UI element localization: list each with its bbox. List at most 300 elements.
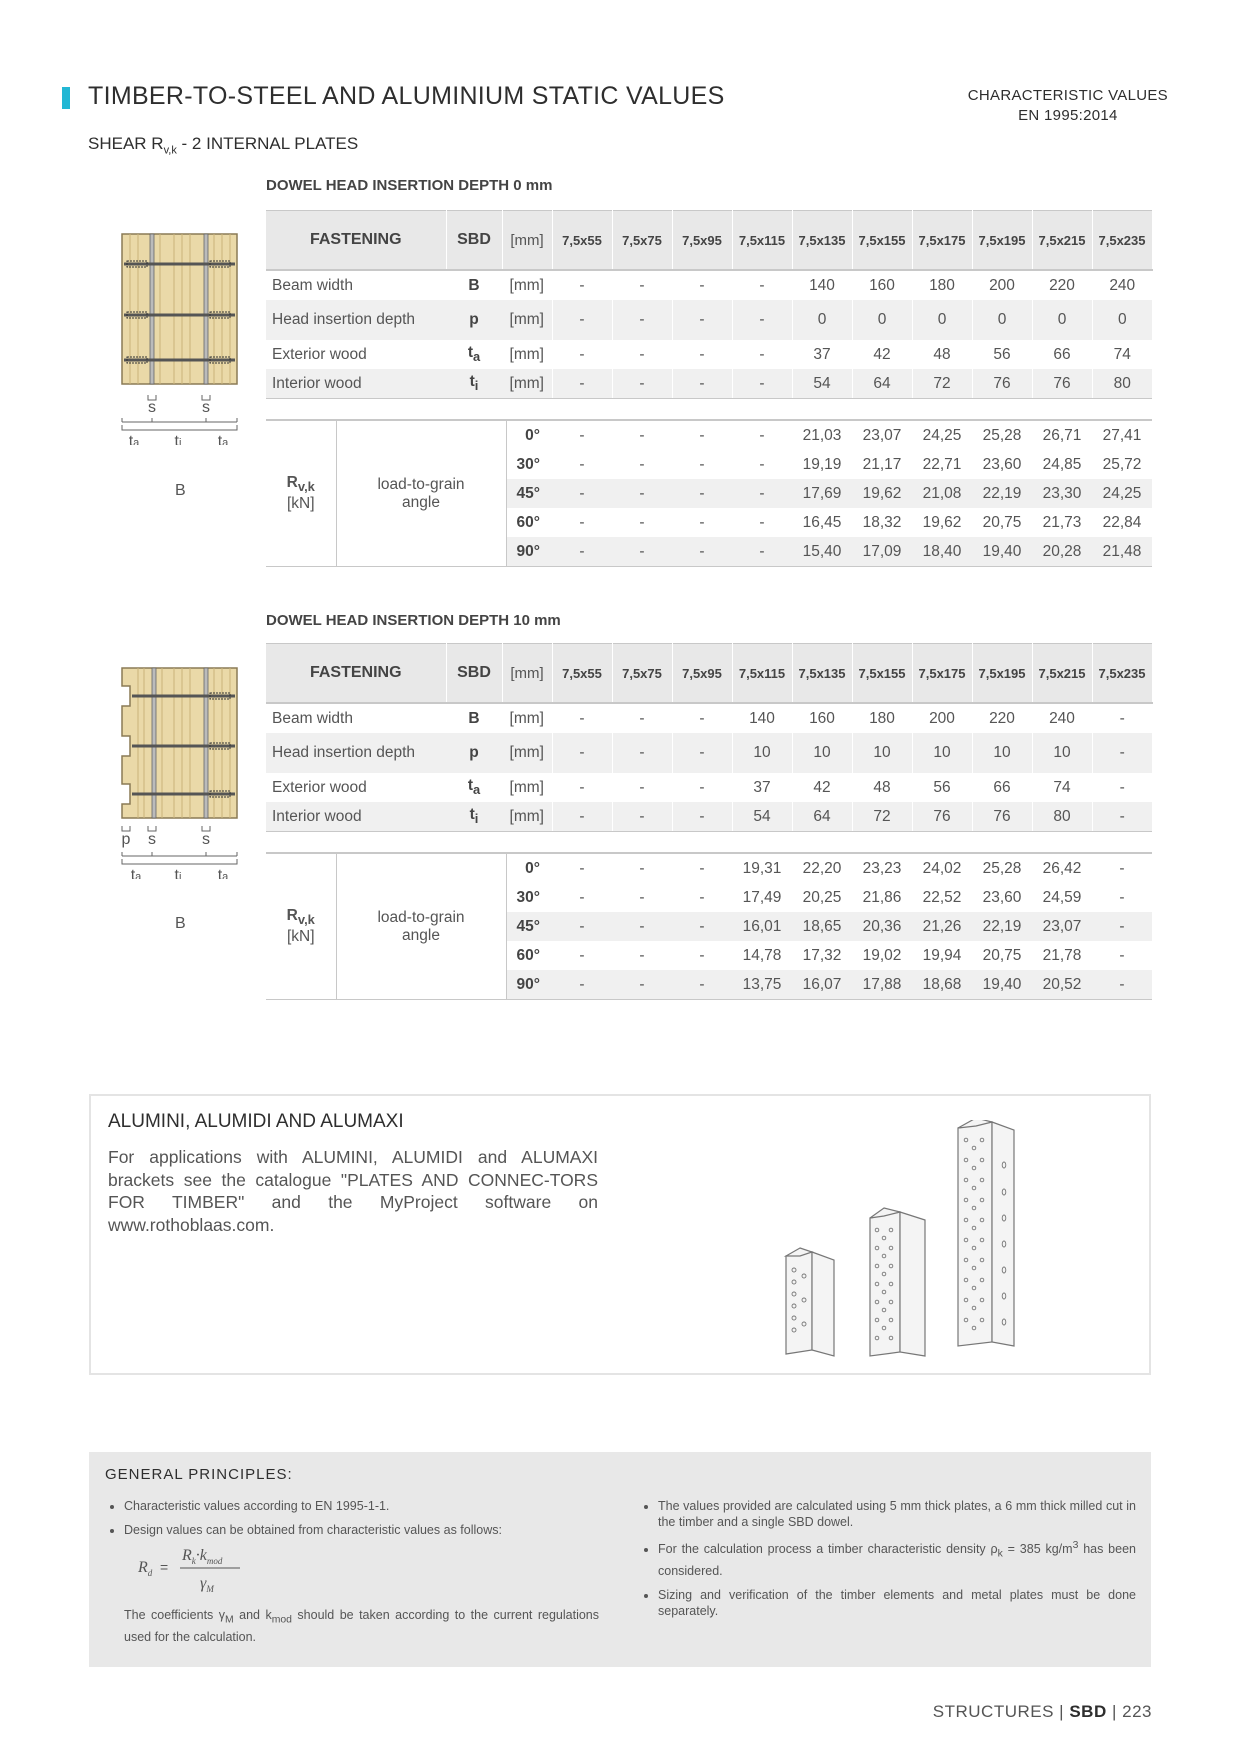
row-symbol: B [468,276,480,294]
table-cell: 13,75 [732,970,792,1000]
subtitle-suffix: - 2 INTERNAL PLATES [176,134,359,153]
sbd-header: SBD [446,211,502,271]
table-cell: 140 [792,270,852,300]
table-cell: - [672,912,732,941]
table-cell: 0 [1092,300,1152,340]
table-cell: 10 [852,733,912,773]
results-table-depth-10 [266,852,1152,1000]
table-cell: - [612,733,672,773]
ta-label: ta [217,433,229,445]
table-cell: 42 [792,773,852,802]
angle-label: 30° [516,888,540,906]
table-cell: 76 [1032,369,1092,399]
row-unit: [mm] [509,709,544,727]
table-cell: 23,07 [1032,912,1092,941]
table-cell: 22,84 [1102,513,1142,531]
table-cell: 16,01 [732,912,792,941]
fastening-header: FASTENING [266,211,446,271]
row-label: Interior wood [266,802,446,832]
table-cell: 66 [1032,340,1092,369]
table-cell: - [1092,733,1152,773]
unit-header: [mm] [502,211,552,271]
title-accent-bar [62,87,70,109]
table-cell: - [699,455,705,473]
formula-equals: = [160,1559,169,1575]
table-cell: 19,94 [922,946,962,964]
table-cell: - [612,912,672,941]
table-cell: - [732,479,792,508]
angle-label: 30° [516,455,540,473]
table-cell: 19,19 [802,455,842,473]
table-cell: 25,28 [972,420,1032,450]
sbd-header: SBD [446,644,502,704]
size-header: 7,5x135 [792,644,852,704]
spacing-s-label: s [148,399,156,416]
table-cell: 76 [912,802,972,832]
principles-list [106,1498,602,1538]
row-unit: [mm] [509,778,544,796]
characteristic-values-label [968,86,1168,126]
list-item: • Sizing and verification of the timber elements and metal plates must be done separately. [658,1587,1136,1619]
table-cell: - [612,703,672,733]
page-subtitle [88,134,358,156]
table-cell: 18,68 [912,970,972,1000]
table-cell: - [1092,853,1152,883]
ta-label: ta [128,433,140,445]
table-cell: 20,52 [1032,970,1092,1000]
table-cell: 19,31 [732,853,792,883]
table-cell: - [552,970,612,1000]
table-cell: - [612,300,672,340]
row-symbol: p [446,300,502,340]
table-cell: - [552,912,612,941]
table-cell: 20,36 [852,912,912,941]
alumidi-bracket-icon [870,1208,925,1356]
table-cell: - [732,369,792,399]
table-cell: - [612,420,672,450]
table-cell: 10 [1032,733,1092,773]
table-cell: - [699,888,705,906]
table-cell: - [732,300,792,340]
table-cell: - [672,340,732,369]
table-cell: 240 [1092,270,1152,300]
table-cell: 25,72 [1102,455,1142,473]
table-cell: 0 [972,300,1032,340]
table-cell: 27,41 [1092,420,1152,450]
table-cell: 22,52 [922,888,962,906]
formula-denominator: $\gamma_M$ [200,1575,214,1594]
table-cell: 37 [732,773,792,802]
table-cell: 66 [972,773,1032,802]
formula-numerator: $R_k\cdot k_{mod}$ [182,1547,223,1566]
table-cell: - [612,537,672,567]
beam-width-B-label: B [175,482,186,499]
table-cell: 24,02 [912,853,972,883]
table-cell: 24,85 [1042,455,1082,473]
table-cell: - [759,455,765,473]
table-cell: 76 [972,802,1032,832]
table-cell: - [732,270,792,300]
table-cell: 22,19 [972,912,1032,941]
size-header: 7,5x155 [852,211,912,271]
table-cell: 240 [1032,703,1092,733]
row-label: Beam width [272,709,353,727]
table-cell: 10 [732,733,792,773]
table-cell: - [732,537,792,567]
table-cell: - [552,773,612,802]
table-cell: 23,60 [982,888,1022,906]
table-cell: 48 [852,773,912,802]
table-cell: - [612,802,672,832]
rvk-label: $R_{v,k}$ [kN] [266,853,336,1000]
table-cell: 220 [1032,270,1092,300]
row-unit: [mm] [509,345,544,363]
table-cell: 21,08 [912,479,972,508]
table-cell: - [552,479,612,508]
table-cell: - [732,340,792,369]
table-cell: - [612,853,672,883]
ti-label: ti [174,867,182,879]
size-header: 7,5x155 [852,644,912,704]
table-cell: - [579,888,585,906]
table-cell: - [672,733,732,773]
row-unit: [mm] [502,802,552,832]
table-cell: - [1092,773,1152,802]
row-label: Head insertion depth [266,733,446,773]
table-cell: 21,03 [792,420,852,450]
ta-label: ta [217,867,229,879]
table-cell: - [672,802,732,832]
table-cell: 64 [792,802,852,832]
table-cell: 80 [1092,369,1152,399]
table-cell: 22,20 [792,853,852,883]
table-cell: 21,73 [1042,513,1082,531]
formula-rd: $R_d$ [138,1559,153,1578]
table-cell: - [612,970,672,1000]
table-cell: - [552,853,612,883]
size-header: 7,5x75 [612,211,672,271]
table-cell: 74 [1032,773,1092,802]
table-cell: - [672,369,732,399]
table-cell: 80 [1032,802,1092,832]
table-cell: 17,32 [802,946,842,964]
table-cell: 23,30 [1032,479,1092,508]
table-cell: 180 [912,270,972,300]
insertion-p-label: p [121,831,131,848]
footer-separator: | [1059,1702,1065,1721]
angle-label: 45° [506,912,552,941]
size-header: 7,5x215 [1032,644,1092,704]
table-cell: - [579,513,585,531]
table-cell: 200 [972,270,1032,300]
table-cell: 21,86 [862,888,902,906]
table-cell: - [1119,946,1125,964]
alumini-title: ALUMINI, ALUMIDI AND ALUMAXI [108,1111,404,1132]
table-cell: 54 [792,369,852,399]
table-cell: 24,25 [1092,479,1152,508]
table-cell: - [552,733,612,773]
table-cell: 17,69 [792,479,852,508]
row-symbol: $t_i$ [446,802,502,832]
row-unit: [mm] [502,733,552,773]
char-line-1: CHARACTERISTIC VALUES [967,87,1168,104]
angle-label: 60° [516,946,540,964]
table-cell: - [732,420,792,450]
ta-label: ta [130,867,142,879]
table-cell: 23,60 [982,455,1022,473]
table-cell: 17,88 [852,970,912,1000]
table-row-exterior-wood [266,340,1152,369]
principles-list [640,1498,1136,1619]
size-header: 7,5x115 [732,644,792,704]
table-cell: 23,07 [852,420,912,450]
table-cell: 15,40 [792,537,852,567]
table-cell: 19,62 [852,479,912,508]
table-cell: 0 [792,300,852,340]
footer-product: SBD [1069,1702,1107,1721]
table-cell: - [759,513,765,531]
table-cell: 16,07 [792,970,852,1000]
table-cell: - [552,802,612,832]
list-item-density: • For the calculation process a timber characteristic density $\rho_k = 385$ $kg/m^3$ has been considered. [658,1538,1136,1579]
spacing-s-label: s [148,831,156,848]
row-label: Exterior wood [272,345,367,363]
table-cell: 160 [792,703,852,733]
table-cell: 16,45 [802,513,842,531]
alumini-description: For applications with ALUMINI, ALUMIDI and ALUMAXI brackets see the catalogue "PLATES AND CONNEC-TORS FOR TIMBER" and the MyProject software on www.rothoblaas.com. [108,1147,598,1235]
row-symbol: $t_a$ [467,344,481,365]
table-cell: - [672,300,732,340]
size-header: 7,5x195 [972,211,1032,271]
size-header: 7,5x215 [1032,211,1092,271]
row-symbol: p [446,733,502,773]
row-unit: [mm] [502,369,552,399]
load-angle-label: load-to-grain angle [336,420,506,567]
size-header: 7,5x115 [732,211,792,271]
list-item: • Characteristic values according to EN 1995-1-1. [124,1498,602,1514]
table-cell: - [612,479,672,508]
size-header: 7,5x135 [792,211,852,271]
table-cell: - [1092,970,1152,1000]
row-symbol: $t_i$ [446,369,502,399]
table-cell: - [552,369,612,399]
table-cell: 26,42 [1032,853,1092,883]
table-cell: - [552,340,612,369]
table-cell: - [639,513,645,531]
table-cell: - [1092,912,1152,941]
design-formula [130,1540,260,1600]
table-cell: 180 [852,703,912,733]
table-cell: 24,59 [1042,888,1082,906]
size-header: 7,5x55 [552,644,612,704]
page-footer [933,1702,1152,1722]
size-header: 7,5x95 [672,211,732,271]
table-header-row [266,211,1152,271]
row-label: Exterior wood [272,778,367,796]
size-header: 7,5x55 [552,211,612,271]
joint-diagram-depth-0 [118,230,243,445]
table-cell: - [552,420,612,450]
table-row-exterior-wood [266,773,1152,802]
table-cell: 64 [852,369,912,399]
spacing-s-label: s [202,831,210,848]
table-row [266,420,1152,450]
table-cell: 18,32 [862,513,902,531]
table-cell: 76 [972,369,1032,399]
table-cell: - [672,853,732,883]
table-row [266,853,1152,883]
size-header: 7,5x235 [1092,211,1152,271]
table-cell: 74 [1092,340,1152,369]
table-cell: 0 [852,300,912,340]
table-cell: 10 [972,733,1032,773]
timber-block [122,668,237,818]
table-cell: - [552,537,612,567]
table-cell: 0 [1032,300,1092,340]
page-title: TIMBER-TO-STEEL AND ALUMINIUM STATIC VALUES [88,82,725,110]
table-cell: 20,75 [982,946,1022,964]
alumaxi-bracket-icon [958,1120,1014,1346]
table-cell: - [1092,802,1152,832]
size-header: 7,5x235 [1092,644,1152,704]
subtitle-prefix: SHEAR R [88,134,164,153]
table-cell: 25,28 [972,853,1032,883]
row-symbol: $t_a$ [467,777,481,798]
table-cell: 10 [912,733,972,773]
table-cell: - [672,270,732,300]
table-cell: 48 [912,340,972,369]
results-table-depth-0 [266,419,1152,567]
table-cell: 0 [912,300,972,340]
section-heading-depth-0: DOWEL HEAD INSERTION DEPTH 0 mm [266,177,553,194]
table-cell: - [672,479,732,508]
angle-label: 90° [506,970,552,1000]
ti-label: ti [174,433,182,445]
table-row-head-insertion [266,733,1152,773]
table-cell: 19,40 [972,537,1032,567]
table-row-interior-wood [266,369,1152,399]
table-cell: 21,48 [1092,537,1152,567]
table-cell: 19,40 [972,970,1032,1000]
section-heading-depth-10: DOWEL HEAD INSERTION DEPTH 10 mm [266,612,561,629]
char-line-2: EN 1995:2014 [1018,107,1118,124]
table-cell: 20,75 [982,513,1022,531]
angle-label: 90° [506,537,552,567]
table-header-row [266,644,1152,704]
table-cell: 140 [732,703,792,733]
size-header: 7,5x195 [972,644,1032,704]
joint-diagram-depth-10 [118,664,243,879]
page-number: 223 [1122,1702,1152,1721]
table-cell: - [579,455,585,473]
table-cell: 20,28 [1032,537,1092,567]
load-angle-label: load-to-grain angle [336,853,506,1000]
aluminium-brackets-illustration [780,1120,1040,1360]
table-cell: - [672,773,732,802]
general-principles-title: GENERAL PRINCIPLES: [105,1466,293,1483]
table-cell: 220 [972,703,1032,733]
table-cell: 22,71 [922,455,962,473]
row-label: Head insertion depth [266,300,446,340]
angle-label: 0° [506,420,552,450]
table-cell: - [552,270,612,300]
table-cell: 26,71 [1032,420,1092,450]
beam-width-B-label: B [175,915,186,932]
table-cell: 21,78 [1042,946,1082,964]
list-item: • Design values can be obtained from characteristic values as follows: [124,1522,602,1538]
coefficients-note: The coefficients $\gamma_M$ and $k_{mod}$ should be taken according to the current regulations used for the calculation. [124,1608,599,1644]
rvk-label: $R_{v,k}$ [kN] [266,420,336,567]
table-cell: - [672,970,732,1000]
table-cell: 37 [792,340,852,369]
unit-header: [mm] [502,644,552,704]
table-row-beam-width [266,703,1152,733]
table-cell: - [699,513,705,531]
table-cell: 54 [732,802,792,832]
table-cell: - [672,703,732,733]
size-header: 7,5x95 [672,644,732,704]
table-cell: 20,25 [802,888,842,906]
angle-label: 0° [506,853,552,883]
timber-block [122,234,237,384]
table-cell: 19,62 [922,513,962,531]
table-cell: - [672,537,732,567]
table-cell: 18,65 [792,912,852,941]
table-cell: 10 [792,733,852,773]
alumini-bracket-icon [786,1248,834,1356]
angle-label: 45° [506,479,552,508]
table-cell: 24,25 [912,420,972,450]
table-cell: 17,49 [742,888,782,906]
table-cell: - [552,703,612,733]
row-unit: [mm] [502,300,552,340]
table-cell: - [612,340,672,369]
geometry-table-depth-10 [266,643,1153,832]
size-header: 7,5x75 [612,644,672,704]
table-cell: - [639,888,645,906]
table-cell: - [672,420,732,450]
angle-label: 60° [516,513,540,531]
table-cell: - [699,946,705,964]
table-cell: 42 [852,340,912,369]
table-cell: - [612,270,672,300]
table-cell: - [612,369,672,399]
general-principles-right [640,1498,1136,1627]
row-label: Beam width [272,276,353,294]
table-cell: 22,19 [972,479,1032,508]
subtitle-sub: v,k [163,144,177,157]
table-cell: 14,78 [742,946,782,964]
table-row-head-insertion [266,300,1152,340]
table-cell: - [579,946,585,964]
size-header: 7,5x175 [912,644,972,704]
table-cell: 56 [972,340,1032,369]
spacing-s-label: s [202,399,210,416]
table-cell: 56 [912,773,972,802]
table-cell: - [639,946,645,964]
table-row-interior-wood [266,802,1152,832]
table-cell: - [552,300,612,340]
list-item: • The values provided are calculated using 5 mm thick plates, a 6 mm thick milled cut in the timber and a single SBD dowel. [658,1498,1136,1530]
table-cell: 200 [912,703,972,733]
general-principles-left [106,1498,602,1546]
row-symbol: B [468,709,480,727]
table-cell: 23,23 [852,853,912,883]
table-cell: 18,40 [912,537,972,567]
table-cell: 72 [912,369,972,399]
table-cell: 21,17 [862,455,902,473]
table-cell: 17,09 [852,537,912,567]
